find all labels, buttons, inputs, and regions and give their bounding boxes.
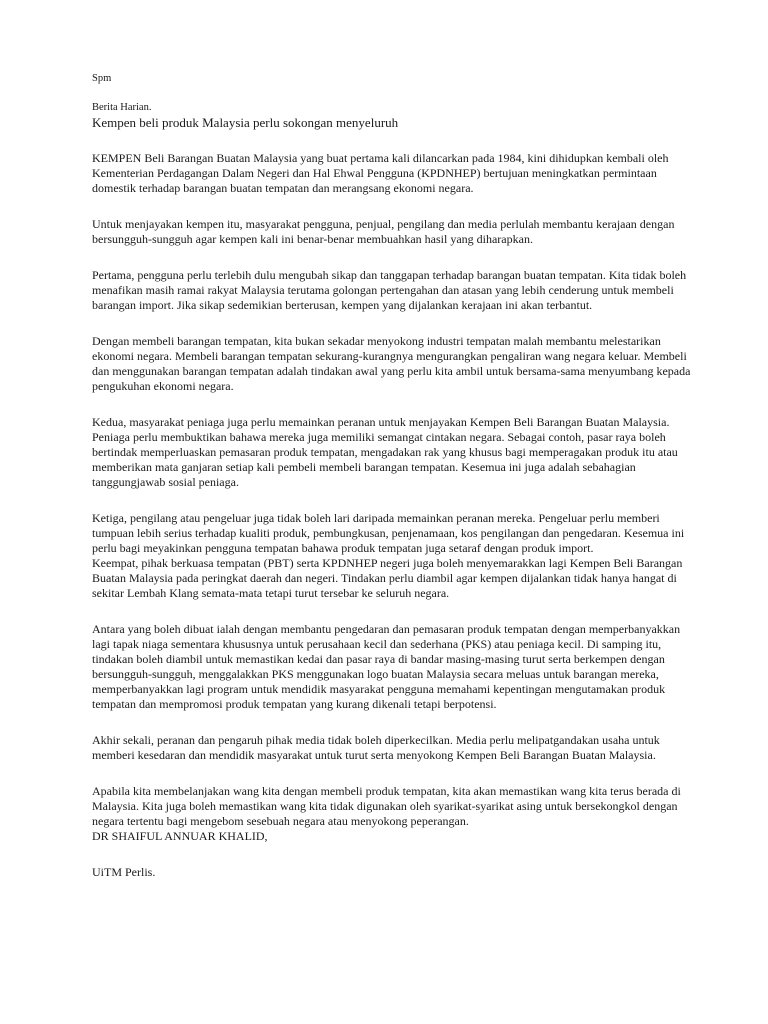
paragraph: KEMPEN Beli Barangan Buatan Malaysia yang buat pertama kali dilancarkan pada 1984, kini dihidupkan kembali oleh Kementerian Perdagangan Dalam Negeri dan Hal Ehwal Pengguna (KPDNHEP) bertujuan meningkatkan permintaan domestik terhadap barangan buatan tempatan dan merangsang ekonomi negara. — [92, 151, 669, 195]
paragraph: Untuk menjayakan kempen itu, masyarakat pengguna, penjual, pengilang dan media perlulah membantu kerajaan dengan bersungguh-sungguh agar kempen kali ini benar-benar membuahkan hasil yang diharapkan. — [92, 217, 675, 246]
paragraph: Pertama, pengguna perlu terlebih dulu mengubah sikap dan tanggapan terhadap barangan buatan tempatan. Kita tidak boleh menafikan masih ramai rakyat Malaysia terutama golongan pertengahan dan atasan yang lebih cenderung untuk membeli barangan import. Jika sikap sedemikian berterusan, kempen yang dijalankan kerajaan ini akan terbantut. — [92, 268, 687, 312]
author-affiliation: UiTM Perlis. — [92, 865, 156, 879]
paragraph: Kedua, masyarakat peniaga juga perlu memainkan peranan untuk menjayakan Kempen Beli Barangan Buatan Malaysia. Peniaga perlu membuktikan bahawa mereka juga memiliki semangat cintakan negara. Sebagai contoh, pasar raya boleh bertindak memperluaskan pemasaran produk tempatan, mengadakan rak yang khusus bagi memperagakan produk itu atau memberikan mata ganjaran setiap kali pembeli membeli barangan tempatan. Kesemua ini juga adalah sebahagian tanggungjawab sosial peniaga. — [92, 415, 678, 489]
article-body — [92, 151, 692, 901]
header-note: Spm — [92, 73, 112, 84]
paragraph: Ketiga, pengilang atau pengeluar juga tidak boleh lari daripada memainkan peranan mereka. Pengeluar perlu memberi tumpuan lebih serius terhadap kualiti produk, pembungkusan, penjenamaan, kos pengilangan dan pengedaran. Kesemua ini perlu bagi meyakinkan pengguna tempatan bahawa produk tempatan juga setaraf dengan produk import. — [92, 511, 685, 555]
author-name: DR SHAIFUL ANNUAR KHALID, — [92, 829, 268, 843]
paragraph: Dengan membeli barangan tempatan, kita bukan sekadar menyokong industri tempatan malah membantu melestarikan ekonomi negara. Membeli barangan tempatan sekurang-kurangnya mengurangkan pengaliran wang negara keluar. Membeli dan menggunakan barangan tempatan adalah tindakan awal yang perlu kita ambil untuk bersama-sama menyumbang kepada pengukuhan ekonomi negara. — [92, 334, 691, 393]
article-headline: Kempen beli produk Malaysia perlu sokongan menyeluruh — [92, 115, 399, 130]
paragraph: Antara yang boleh dibuat ialah dengan membantu pengedaran dan pemasaran produk tempatan dengan memperbanyakkan lagi tapak niaga sementara khususnya untuk perusahaan kecil dan sederhana (PKS) atau peniaga kecil. Di samping itu, tindakan boleh diambil untuk memastikan kedai dan pasar raya di bandar masing-masing turut serta berkempen dengan bersungguh-sungguh, menggalakkan PKS menggunakan logo buatan Malaysia secara meluas untuk barangan mereka, memperbanyakkan lagi program untuk mendidik masyarakat pengguna memahami kepentingan mengutamakan produk tempatan dan mempromosi produk tempatan yang kurang dikenali tetapi berpotensi. — [92, 622, 681, 711]
source-label: Berita Harian. — [92, 102, 152, 113]
paragraph: Keempat, pihak berkuasa tempatan (PBT) serta KPDNHEP negeri juga boleh menyemarakkan lagi Kempen Beli Barangan Buatan Malaysia pada peringkat daerah dan negeri. Tindakan perlu diambil agar kempen dijalankan tidak hanya hangat di sekitar Lembah Klang semata-mata tetapi turut tersebar ke seluruh negara. — [92, 556, 683, 600]
paragraph: Apabila kita membelanjakan wang kita dengan membeli produk tempatan, kita akan memastikan wang kita terus berada di Malaysia. Kita juga boleh memastikan wang kita tidak digunakan oleh syarikat-syarikat asing untuk bersekongkol dengan negara tertentu bagi mengebom sesebuah negara atau menyokong peperangan. — [92, 784, 681, 828]
paragraph: Akhir sekali, peranan dan pengaruh pihak media tidak boleh diperkecilkan. Media perlu melipatgandakan usaha untuk memberi kesedaran dan mendidik masyarakat untuk turut serta menyokong Kempen Beli Barangan Buatan Malaysia. — [92, 733, 660, 762]
